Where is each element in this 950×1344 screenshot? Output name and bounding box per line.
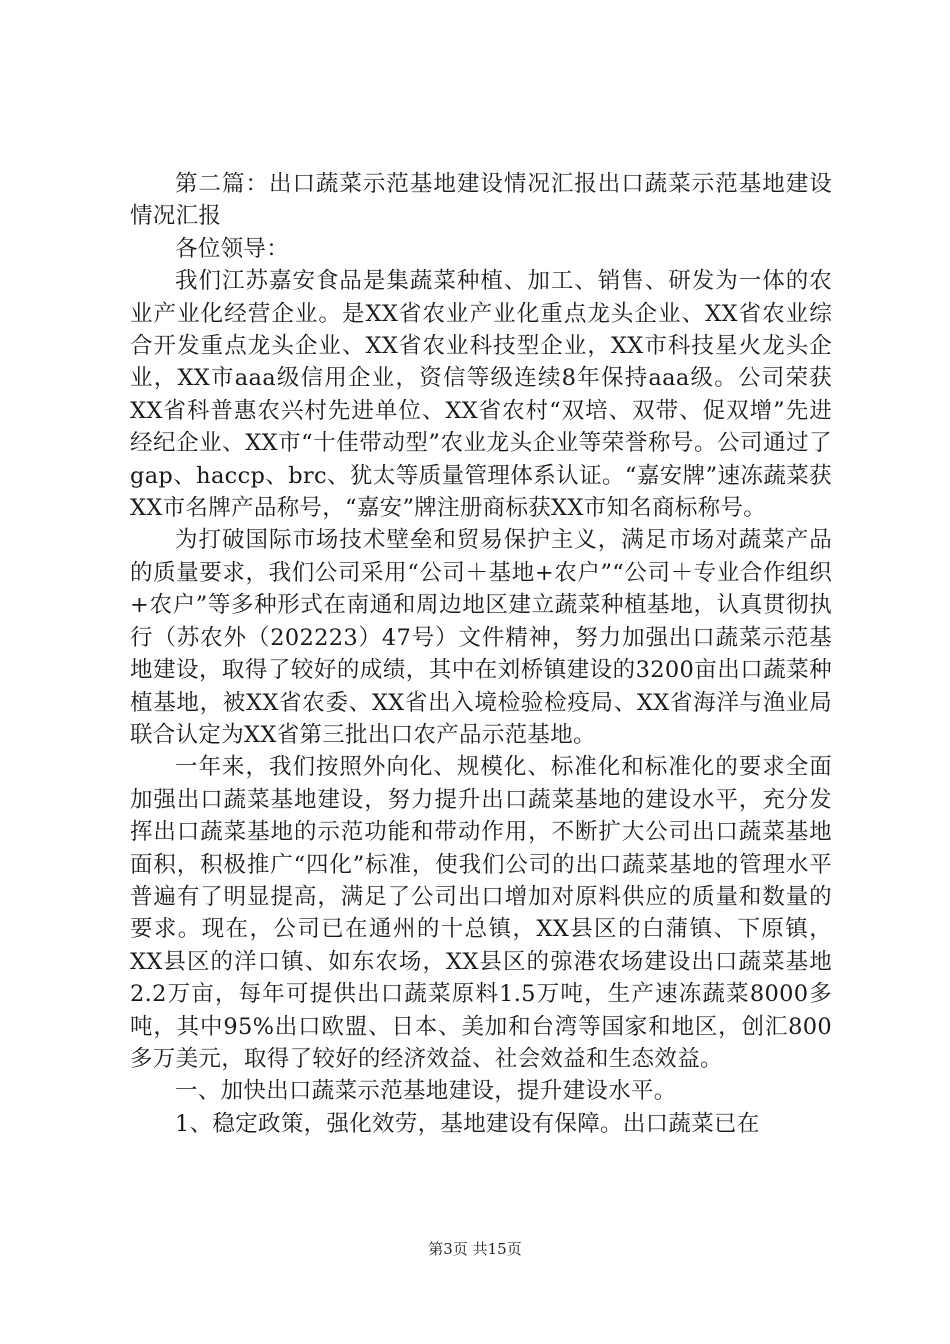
section-heading: 第二篇：出口蔬菜示范基地建设情况汇报出口蔬菜示范基地建设情况汇报 bbox=[130, 171, 832, 230]
paragraph-company-intro: 我们江苏嘉安食品是集蔬菜种植、加工、销售、研发为一体的农业产业化经营企业。是XX省农业产业化重点龙头企业、XX省农业综合开发重点龙头企业、XX省农业科技型企业，XX市科技星火龙头企业，XX市aaa级信用企业，资信等级连续8年保持aaa级。公司荣获XX省科普惠农兴村先进单位、XX省农村“双培、双带、促双增”先进经纪企业、XX市“十佳带动型”农业龙头企业等荣誉称号。公司通过了gap、haccp、brc、犹太等质量管理体系认证。“嘉安牌”速冻蔬菜获XX市名牌产品称号，“嘉安”牌注册商标获XX市知名商标称号。 bbox=[130, 268, 832, 522]
paragraph-base-construction: 为打破国际市场技术壁垒和贸易保护主义，满足市场对蔬菜产品的质量要求，我们公司采用“公司＋基地+农户”“公司＋专业合作组织+农户”等多种形式在南通和周边地区建立蔬菜种植基地，认真贯彻执行（苏农外（202223）47号）文件精神，努力加强出口蔬菜示范基地建设，取得了较好的成绩，其中在刘桥镇建设的3200亩出口蔬菜种植基地，被XX省农委、XX省出入境检验检疫局、XX省海洋与渔业局联合认定为XX省第三批出口农产品示范基地。 bbox=[130, 527, 832, 748]
subheading-one: 一、加快出口蔬菜示范基地建设，提升建设水平。 bbox=[175, 1078, 677, 1105]
document-body bbox=[130, 168, 832, 1140]
page-number-footer: 第3页 共15页 bbox=[428, 1240, 522, 1258]
paragraph-annual-summary: 一年来，我们按照外向化、规模化、标准化和标准化的要求全面加强出口蔬菜基地建设，努力提升出口蔬菜基地的建设水平，充分发挥出口蔬菜基地的示范功能和带动作用，不断扩大公司出口蔬菜基地面积，积极推广“四化”标准，使我们公司的出口蔬菜基地的管理水平普遍有了明显提高，满足了公司出口增加对原料供应的质量和数量的要求。现在，公司已在通州的十总镇，XX县区的白蒲镇、下原镇，XX县区的洋口镇、如东农场，XX县区的弶港农场建设出口蔬菜基地2.2万亩，每年可提供出口蔬菜原料1.5万吨，生产速冻蔬菜8000多吨，其中95%出口欧盟、日本、美加和台湾等国家和地区，创汇800多万美元，取得了较好的经济效益、社会效益和生态效益。 bbox=[130, 754, 832, 1072]
paragraph-policy: 1、稳定政策，强化效劳，基地建设有保障。出口蔬菜已在 bbox=[175, 1110, 760, 1137]
salutation: 各位领导： bbox=[175, 235, 290, 262]
